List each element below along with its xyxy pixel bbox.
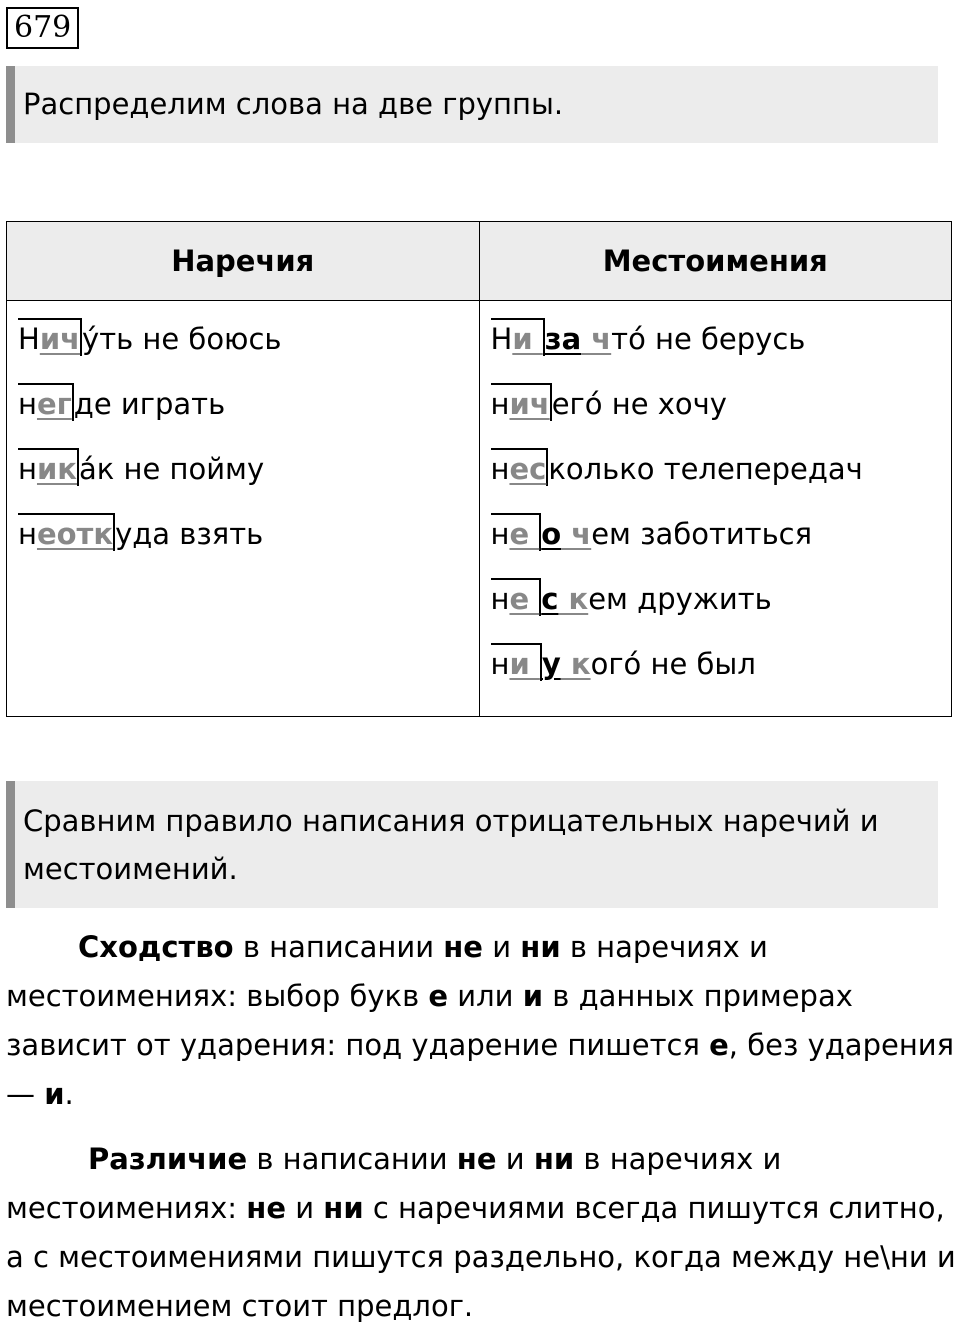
text-run: .	[64, 1077, 74, 1111]
word-rest: ем заботиться	[591, 517, 813, 551]
word-rest: у́ть не боюсь	[82, 322, 282, 356]
pronoun-entry	[491, 313, 952, 378]
prefix-start: н	[18, 517, 37, 551]
intro-note: Распределим слова на две группы.	[6, 66, 938, 143]
adverb-entry	[18, 508, 479, 573]
bold-run: ни	[323, 1191, 364, 1225]
prefix-highlight: ик	[36, 452, 77, 486]
pronoun-entry	[491, 573, 952, 638]
text-run: в данных примерах зависит от ударения: под ударение пишется	[6, 979, 853, 1062]
compare-note: Сравним правило написания отрицательных наречий и местоимений.	[6, 781, 938, 908]
text-run: с наречиями всегда пишутся слитно, а с местоимениями пишутся раздельно, когда между не\ни и местоимением стоит предлог.	[6, 1191, 956, 1323]
pronoun-entry	[491, 508, 952, 573]
pronoun-entry	[491, 443, 952, 508]
prefix-start: н	[490, 647, 510, 681]
word-rest: а́к не пойму	[78, 452, 265, 486]
adverb-entry	[18, 378, 479, 443]
prefix-start: н	[490, 582, 510, 616]
pronouns-cell	[479, 301, 952, 717]
bold-run: е	[709, 1028, 729, 1062]
prefix-highlight: еотк	[36, 517, 114, 551]
text-run: или	[448, 979, 523, 1013]
prefix-highlight: ич	[39, 322, 81, 356]
text-run: в написании	[233, 930, 444, 964]
preposition: за	[544, 322, 582, 356]
text-run: и	[496, 1142, 534, 1176]
word-rest: уда взять	[115, 517, 264, 551]
bold-run: и	[44, 1077, 65, 1111]
word-rest: колько телепередач	[548, 452, 863, 486]
pronoun-start: ч	[561, 517, 592, 551]
prefix-highlight: е	[509, 582, 540, 616]
prefix-highlight: ес	[509, 452, 547, 486]
prefix-start: н	[490, 517, 510, 551]
header-pronouns: Местоимения	[479, 222, 952, 301]
preposition: о	[541, 517, 562, 551]
bold-run: е	[428, 979, 449, 1013]
text-run: в наречиях и местоимениях: выбор букв	[6, 930, 768, 1013]
word-rest: ем дружить	[588, 582, 772, 616]
preposition: с	[541, 582, 559, 616]
difference-paragraph	[6, 1135, 956, 1331]
bold-run: и	[522, 979, 544, 1013]
task-number: 679	[6, 7, 79, 49]
similarity-paragraph	[6, 923, 956, 1119]
word-rest: ого́ не был	[590, 647, 756, 681]
text-run: , без ударения —	[6, 1028, 955, 1111]
text-run: в наречиях и местоимениях:	[6, 1142, 782, 1225]
bold-run: не	[443, 930, 483, 964]
difference-term: Различие	[88, 1142, 248, 1176]
prefix-start: н	[490, 387, 510, 421]
text-run: и	[482, 930, 521, 964]
prefix-highlight: ег	[36, 387, 72, 421]
prefix-start: н	[18, 452, 37, 486]
pronoun-entry	[491, 378, 952, 443]
word-groups-table	[6, 221, 952, 717]
preposition: у	[541, 647, 561, 681]
adverb-entry	[18, 313, 479, 378]
text-run: и	[286, 1191, 324, 1225]
prefix-start: н	[18, 387, 37, 421]
bold-run: не	[246, 1191, 286, 1225]
word-rest: де играть	[73, 387, 226, 421]
prefix-start: н	[490, 452, 510, 486]
adverb-entry	[18, 443, 479, 508]
header-adverbs: Наречия	[7, 222, 480, 301]
prefix-highlight: и	[509, 647, 540, 681]
prefix-highlight: е	[509, 517, 540, 551]
prefix-start: Н	[490, 322, 513, 356]
word-rest: то́ не берусь	[611, 322, 806, 356]
pronoun-entry	[491, 638, 952, 703]
pronoun-start: ч	[581, 322, 612, 356]
prefix-highlight: и	[512, 322, 543, 356]
prefix-highlight: ич	[509, 387, 550, 421]
bold-run: не	[456, 1142, 497, 1176]
prefix-start: Н	[18, 322, 40, 356]
adverbs-cell	[7, 301, 480, 717]
pronoun-start: к	[560, 647, 591, 681]
bold-run: ни	[520, 930, 561, 964]
word-rest: его́ не хочу	[551, 387, 727, 421]
similarity-term: Сходство	[78, 930, 234, 964]
text-run: в написании	[247, 1142, 457, 1176]
bold-run: ни	[533, 1142, 575, 1176]
pronoun-start: к	[558, 582, 589, 616]
